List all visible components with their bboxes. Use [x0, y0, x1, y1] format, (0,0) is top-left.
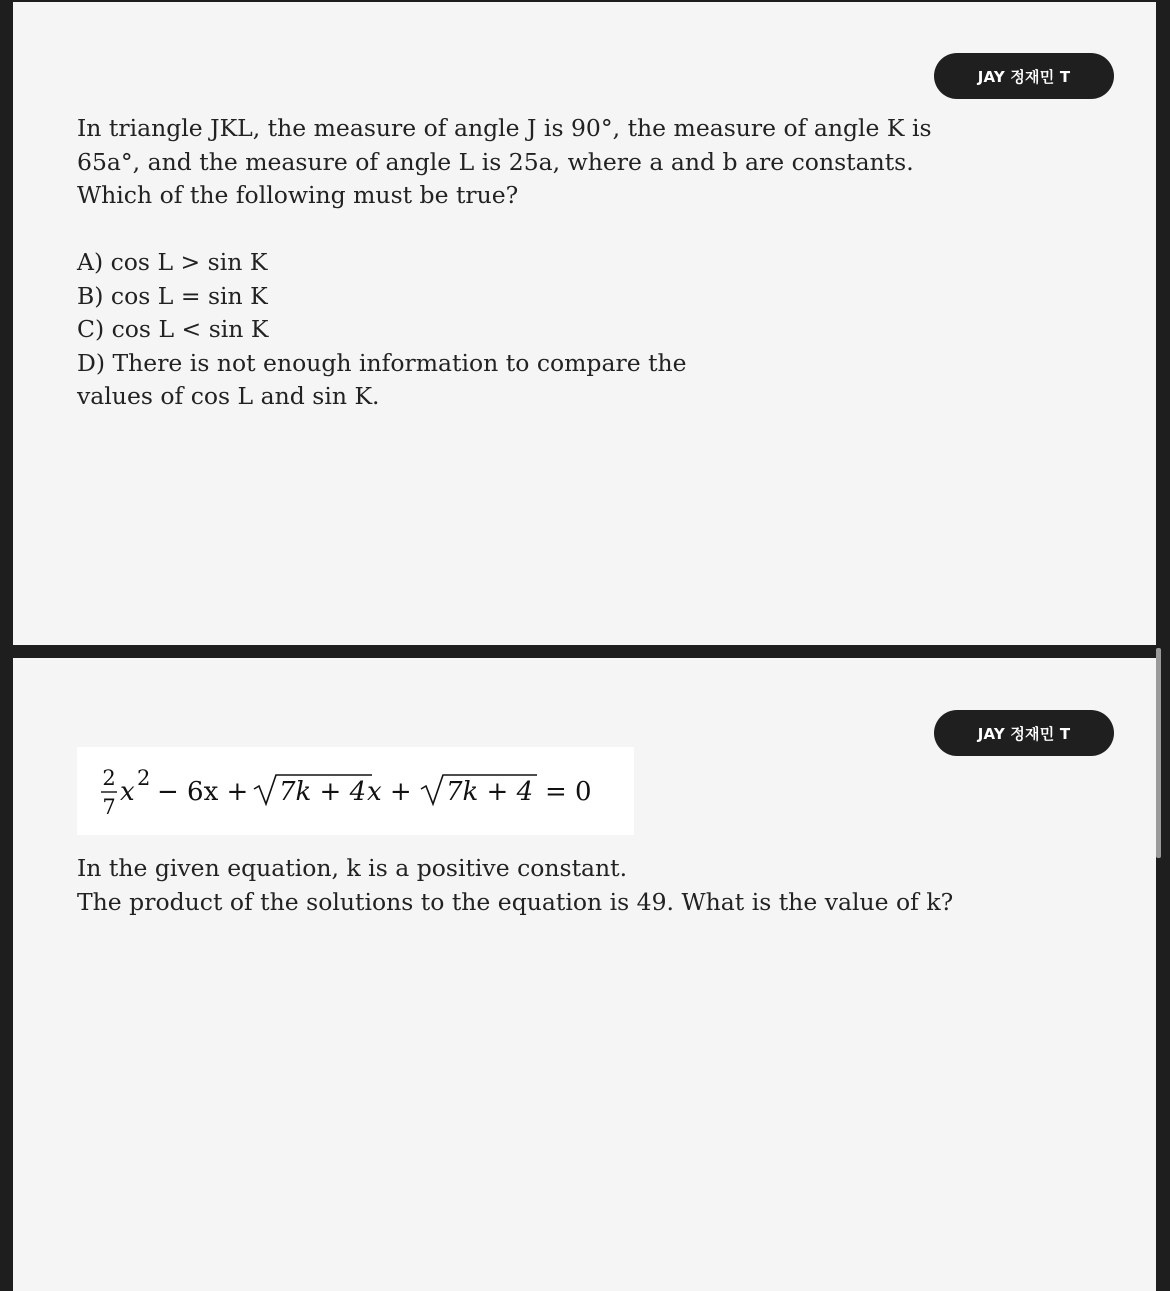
author-badge: JAY 정재민 T [934, 53, 1114, 99]
question-text: In triangle JKL, the measure of angle J is 90°, the measure of angle K is 65a°, and the measure of angle L is 25a, where a and b are constants. Which of the following must be true? [77, 114, 932, 209]
question-line: In the given equation, k is a positive constant. [77, 854, 628, 882]
equation [77, 747, 634, 835]
choice-b: B) cos L = sin K [77, 281, 268, 310]
question-card-2 [13, 658, 1156, 1291]
equation-term: x + [367, 777, 412, 807]
choice-a: A) cos L > sin K [77, 248, 268, 276]
choice-c: C) cos L < sin K [77, 315, 269, 343]
question-card-1 [13, 2, 1156, 645]
scrollbar[interactable] [1156, 648, 1161, 858]
choice-d: D) There is not enough information to compare the values of cos L and sin K. [77, 348, 687, 410]
exponent: 2 [137, 766, 151, 790]
question-text [77, 852, 1037, 919]
equation-image [77, 747, 634, 835]
radicand: 7k + 4 [446, 777, 534, 807]
variable-x: x [120, 777, 135, 807]
equation-rhs: = 0 [545, 777, 592, 807]
fraction-numerator: 2 [102, 766, 116, 790]
equation-term: − 6x + [157, 777, 249, 807]
answer-choices [77, 246, 697, 414]
author-badge: JAY 정재민 T [934, 710, 1114, 756]
radicand: 7k + 4 [279, 777, 367, 807]
fraction-denominator: 7 [102, 795, 116, 819]
question-line: The product of the solutions to the equation is 49. What is the value of k? [77, 887, 954, 916]
